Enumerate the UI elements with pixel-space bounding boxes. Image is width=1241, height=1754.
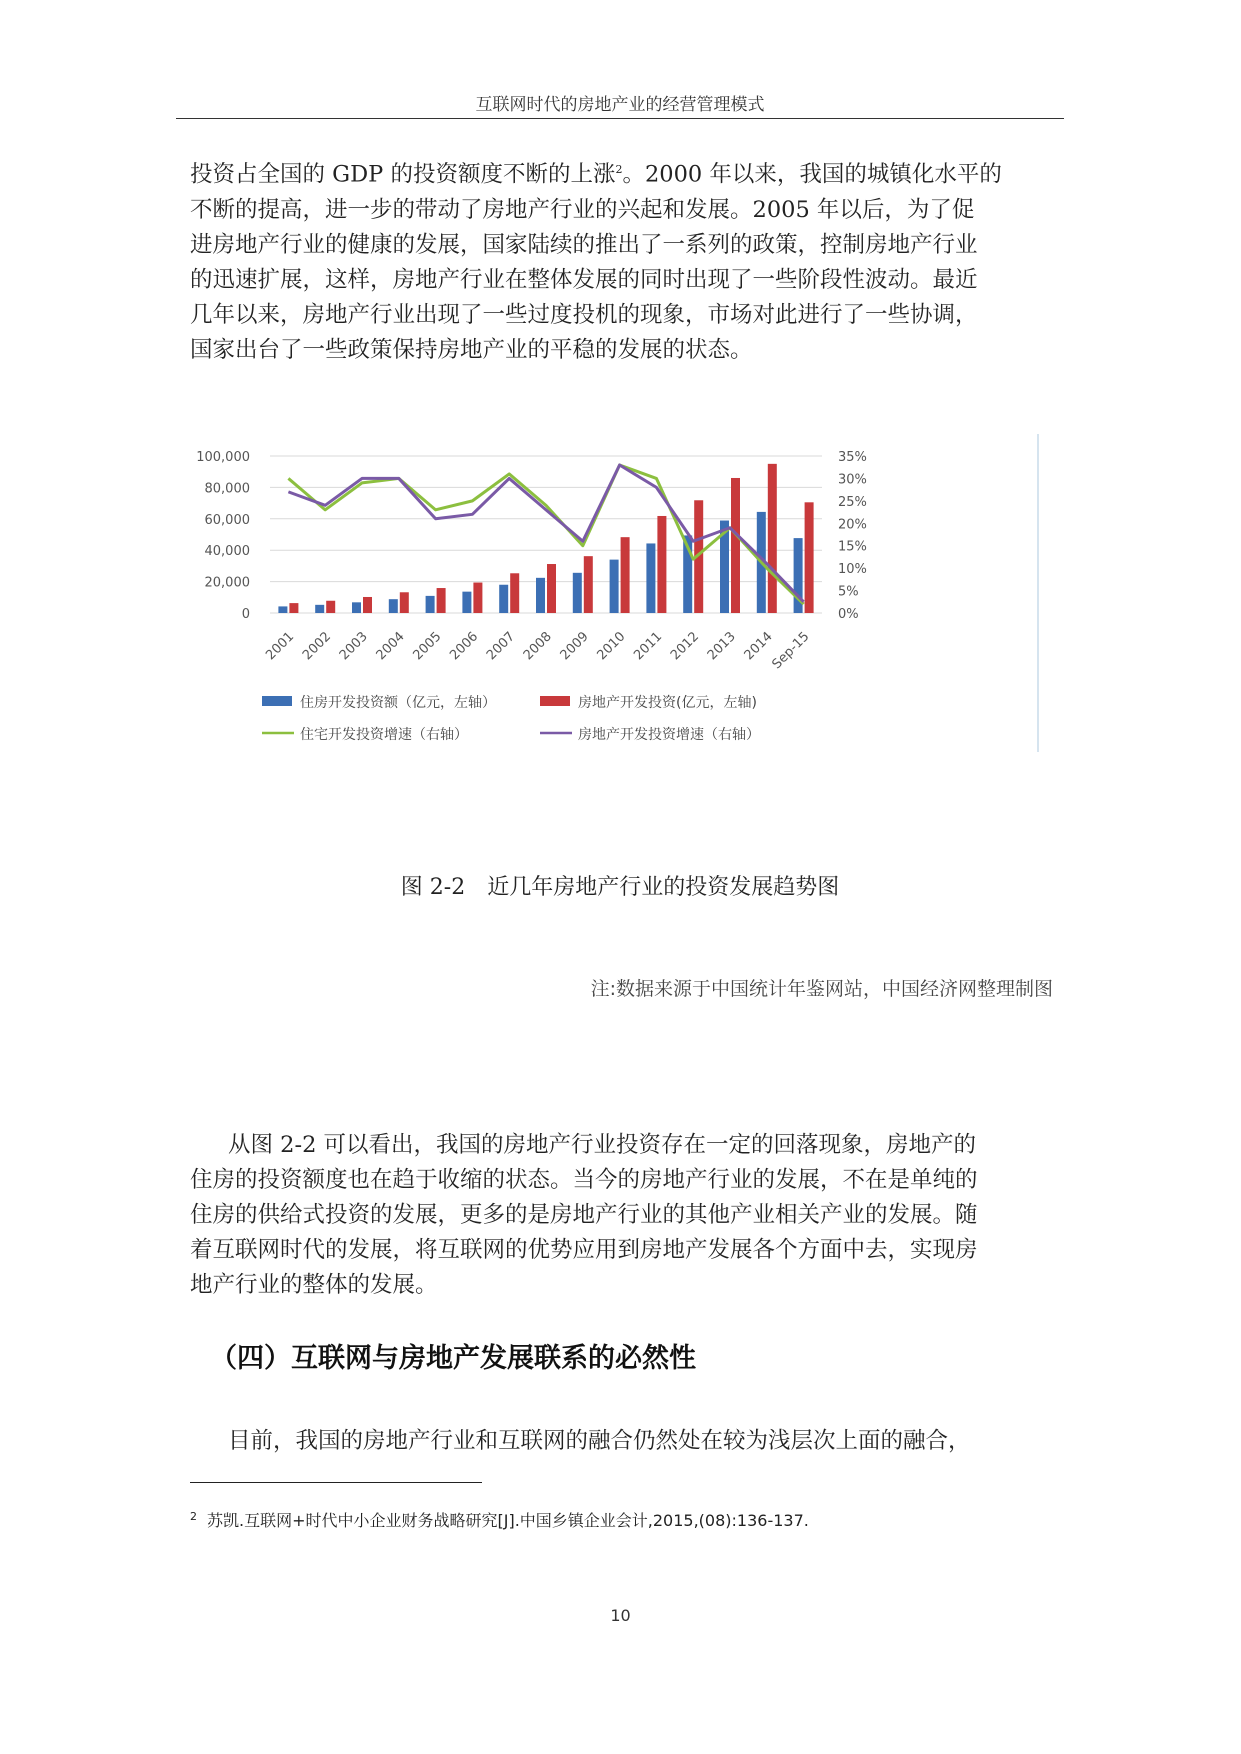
paragraph-3 (190, 1424, 1052, 1459)
category-tick-label: 2012 (668, 629, 703, 664)
paragraph-1 (190, 152, 1052, 368)
category-tick-label: 2006 (447, 629, 482, 664)
investment-trend-chart (190, 430, 1050, 840)
chart-svg (190, 430, 1050, 840)
bar (510, 573, 519, 613)
category-tick-label: 2001 (263, 629, 298, 664)
bar (326, 601, 335, 613)
bar (437, 588, 446, 613)
category-tick-label: Sep-15 (769, 629, 813, 673)
footnote (190, 1508, 809, 1531)
right-axis-tick-label: 30% (838, 472, 867, 488)
bar (536, 578, 545, 613)
paragraph-line (190, 152, 1052, 193)
legend-swatch (262, 696, 292, 706)
bar (573, 573, 582, 613)
header-rule (176, 118, 1064, 119)
paragraph-line: 住房的投资额度也在趋于收缩的状态。当今的房地产行业的发展，不在是单纯的 (190, 1167, 978, 1193)
bar (610, 560, 619, 613)
bar (462, 592, 471, 613)
bar (657, 516, 666, 613)
paragraph-line: 地产行业的整体的发展。 (190, 1272, 438, 1298)
right-axis-tick-label: 20% (838, 517, 867, 533)
figure-source-note: 注:数据来源于中国统计年鉴网站，中国经济网整理制图 (590, 978, 1053, 1000)
paragraph-line: 的迅速扩展，这样，房地产行业在整体发展的同时出现了一些阶段性波动。最近 (190, 266, 978, 293)
paragraph-line: 进房地产行业的健康的发展，国家陆续的推出了一系列的政策，控制房地产行业 (190, 231, 978, 258)
category-tick-label: 2014 (741, 629, 776, 664)
bar (646, 543, 655, 613)
right-axis-tick-label: 25% (838, 494, 867, 510)
bar (389, 599, 398, 613)
paragraph-line: 国家出台了一些政策保持房地产业的平稳的发展的状态。 (190, 336, 753, 363)
paragraph-text: 投资占全国的 GDP 的投资额度不断的上涨 (190, 161, 616, 188)
bar (499, 585, 508, 613)
category-tick-label: 2007 (484, 629, 519, 664)
right-axis-tick-label: 0% (838, 607, 859, 622)
category-tick-label: 2008 (520, 629, 555, 664)
category-tick-label: 2004 (373, 629, 408, 664)
paragraph-line: 住房的供给式投资的发展，更多的是房地产行业的其他产业相关产业的发展。随 (190, 1202, 978, 1228)
page-number: 10 (610, 1606, 631, 1625)
right-axis-tick-label: 15% (838, 539, 867, 555)
bar (278, 606, 287, 613)
paragraph-line: 几年以来，房地产行业出现了一些过度投机的现象，市场对此进行了一些协调， (190, 301, 978, 328)
legend-label: 房地产开发投资(亿元，左轴) (578, 695, 757, 711)
paragraph-line: 从图 2-2 可以看出，我国的房地产行业投资存在一定的回落现象，房地产的 (228, 1132, 977, 1158)
left-axis-tick-label: 100,000 (196, 450, 250, 465)
legend-label: 住宅开发投资增速（右轴） (300, 727, 468, 743)
category-tick-label: 2010 (594, 629, 629, 664)
category-tick-label: 2005 (410, 629, 445, 664)
bar (805, 502, 814, 613)
footnote-text: 苏凯.互联网+时代中小企业财务战略研究[J].中国乡镇企业会计,2015,(08):136-137. (207, 1511, 809, 1530)
legend-label: 房地产开发投资增速（右轴） (578, 727, 760, 743)
bar (473, 583, 482, 613)
left-axis-tick-label: 80,000 (204, 481, 250, 497)
bar (547, 564, 556, 613)
running-header: 互联网时代的房地产业的经营管理模式 (475, 95, 765, 115)
bar (400, 592, 409, 613)
left-axis-tick-label: 20,000 (204, 575, 250, 591)
right-axis-tick-label: 35% (838, 450, 867, 465)
bar (768, 464, 777, 613)
bar (426, 596, 435, 613)
category-tick-label: 2009 (557, 629, 592, 664)
paragraph-line: 着互联网时代的发展，将互联网的优势应用到房地产发展各个方面中去，实现房 (190, 1237, 978, 1263)
category-tick-label: 2011 (631, 629, 666, 664)
bar (289, 603, 298, 613)
footnote-rule (190, 1482, 482, 1483)
left-axis-tick-label: 60,000 (204, 512, 250, 528)
bar (315, 605, 324, 613)
category-tick-label: 2003 (336, 629, 371, 664)
right-axis-tick-label: 5% (838, 584, 859, 600)
left-axis-tick-label: 0 (241, 607, 250, 622)
category-tick-label: 2013 (704, 629, 739, 664)
bar (621, 537, 630, 613)
right-axis-tick-label: 10% (838, 562, 867, 578)
footnote-number: 2 (190, 1509, 197, 1523)
category-tick-label: 2002 (300, 629, 335, 664)
footnote-reference[interactable]: 2 (615, 163, 623, 176)
paragraph-2 (190, 1128, 1052, 1303)
left-axis-tick-label: 40,000 (204, 544, 250, 560)
bar (731, 478, 740, 613)
paragraph-line: 不断的提高，进一步的带动了房地产行业的兴起和发展。2005 年以后，为了促 (190, 196, 975, 223)
figure-caption: 图 2-2 近几年房地产行业的投资发展趋势图 (400, 875, 840, 900)
paragraph-line: 目前，我国的房地产行业和互联网的融合仍然处在较为浅层次上面的融合， (228, 1428, 971, 1454)
section-heading: （四）互联网与房地产发展联系的必然性 (210, 1343, 696, 1374)
legend-swatch (540, 696, 570, 706)
bar (352, 602, 361, 613)
paragraph-text: 。2000 年以来，我国的城镇化水平的 (622, 161, 1002, 188)
bar (363, 597, 372, 613)
bar (584, 556, 593, 613)
legend-label: 住房开发投资额（亿元，左轴） (300, 695, 496, 711)
